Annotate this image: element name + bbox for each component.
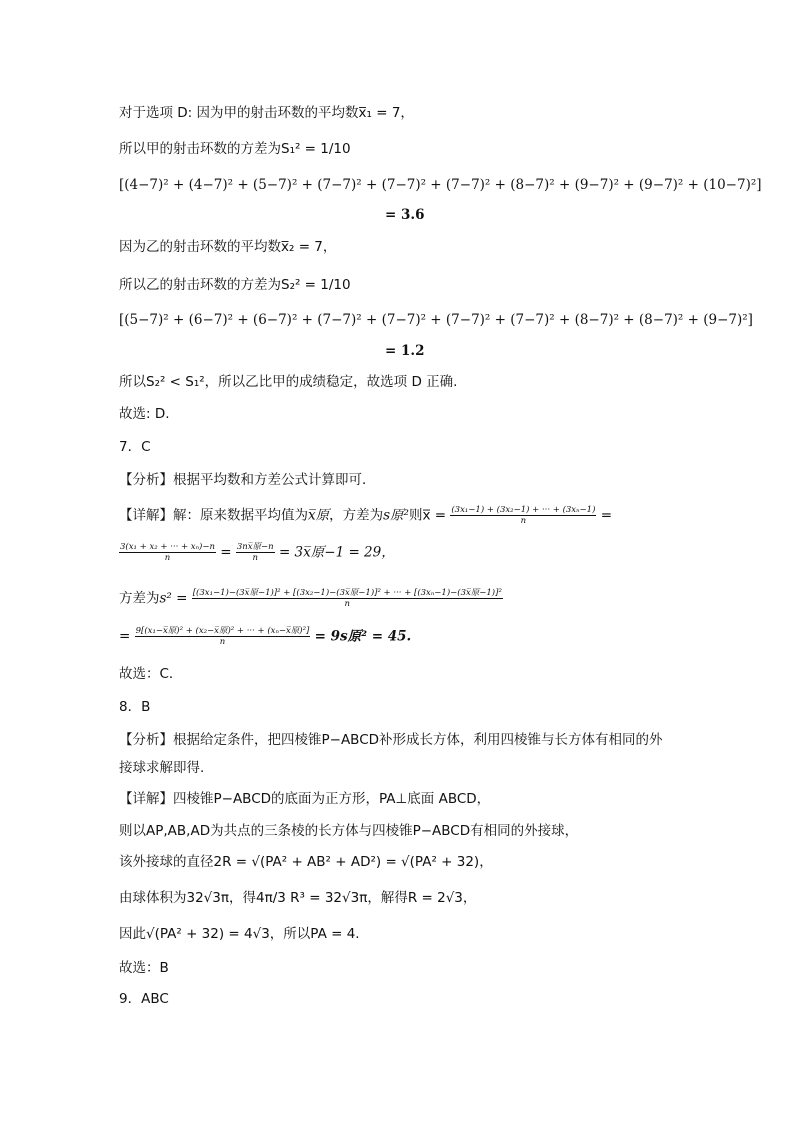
fraction-numerator: 3nx̅原−n xyxy=(236,542,274,552)
text-span: 【详解】解：原来数据平均值为 xyxy=(119,507,308,524)
analysis-line: 【分析】根据平均数和方差公式计算即可． xyxy=(119,472,376,488)
equation-result: = 1.2 xyxy=(385,343,425,359)
question-number: 8．B xyxy=(119,699,151,715)
question-number: 9．ABC xyxy=(119,991,169,1007)
math-span: x̅原 xyxy=(308,507,330,524)
equation-line xyxy=(119,588,503,609)
fraction-denominator: n xyxy=(164,553,171,563)
text-line: 所以甲的射击环数的方差为S₁² = 1/10 xyxy=(119,141,351,157)
fraction-numerator: (3x₁−1) + (3x₂−1) + ··· + (3xₙ−1) xyxy=(451,505,596,515)
text-line: 故选：B xyxy=(119,960,169,976)
text-line: 该外接球的直径2R = √(PA² + AB² + AD²) = √(PA² + 32)， xyxy=(119,854,493,870)
fraction-denominator: n xyxy=(520,516,527,526)
equation-result: = 3.6 xyxy=(385,207,425,223)
text-line: 故选: D. xyxy=(119,406,170,422)
math-span: = 9s原² = 45. xyxy=(314,628,412,645)
equation-line xyxy=(119,542,395,563)
fraction-denominator: n xyxy=(219,637,226,647)
question-number: 7．C xyxy=(119,439,151,455)
fraction-numerator: [(3x₁−1)−(3x̅原−1)]² + [(3x₂−1)−(3x̅原−1)]² + ··· + [(3xₙ−1)−(3x̅原−1)]² xyxy=(192,588,502,598)
math-span: = xyxy=(220,544,236,561)
detail-line: 【详解】四棱锥P−ABCD的底面为正方形，PA⊥底面 ABCD， xyxy=(119,791,491,807)
analysis-line: 【分析】根据给定条件，把四棱锥P−ABCD补形成长方体，利用四棱锥与长方体有相同的外 xyxy=(119,732,663,748)
fraction xyxy=(236,542,275,563)
text-line: 因为乙的射击环数的平均数x̅₂ = 7， xyxy=(119,239,337,255)
fraction-denominator: n xyxy=(344,599,351,609)
fraction-numerator: 9[(x₁−x̅原)² + (x₂−x̅原)² + ··· + (xₙ−x̅原)²] xyxy=(135,626,310,636)
text-line: 则以AP,AB,AD为共点的三条棱的长方体与四棱锥P−ABCD有相同的外接球， xyxy=(119,823,579,839)
math-span: s原² xyxy=(383,507,409,524)
fraction xyxy=(135,626,311,647)
text-span: = xyxy=(596,507,613,524)
detail-line xyxy=(119,505,612,526)
fraction xyxy=(192,588,503,609)
text-line: 接球求解即得. xyxy=(119,760,205,776)
math-span: = xyxy=(119,628,135,645)
fraction xyxy=(450,505,596,526)
equation-line xyxy=(119,626,411,647)
math-span: s² = xyxy=(159,590,192,607)
text-line: 所以S₂² < S₁²，所以乙比甲的成绩稳定，故选项 D 正确. xyxy=(119,374,458,390)
fraction-numerator: 3(x₁ + x₂ + ··· + xₙ)−n xyxy=(120,542,215,552)
text-span: 方差为 xyxy=(119,590,160,607)
text-line: 由球体积为32√3π，得4π/3 R³ = 32√3π，解得R = 2√3， xyxy=(119,890,477,906)
fraction xyxy=(119,542,216,563)
text-span: 则x̅ = xyxy=(408,507,451,524)
math-span: = 3x̅原−1 = 29， xyxy=(278,544,395,561)
text-line: 所以乙的射击环数的方差为S₂² = 1/10 xyxy=(119,277,351,293)
equation-line: [(4−7)² + (4−7)² + (5−7)² + (7−7)² + (7−7)² + (7−7)² + (8−7)² + (9−7)² + (9−7)² + (10−7)²] xyxy=(119,177,762,193)
fraction-denominator: n xyxy=(252,553,258,563)
text-line: 对于选项 D: 因为甲的射击环数的平均数x̅₁ = 7， xyxy=(119,105,414,121)
equation-line: [(5−7)² + (6−7)² + (6−7)² + (7−7)² + (7−7)² + (7−7)² + (7−7)² + (8−7)² + (8−7)² + (9−7)²] xyxy=(119,312,753,328)
text-line: 因此√(PA² + 32) = 4√3，所以PA = 4. xyxy=(119,926,360,942)
text-span: ，方差为 xyxy=(329,507,384,524)
text-line: 故选：C． xyxy=(119,666,183,682)
